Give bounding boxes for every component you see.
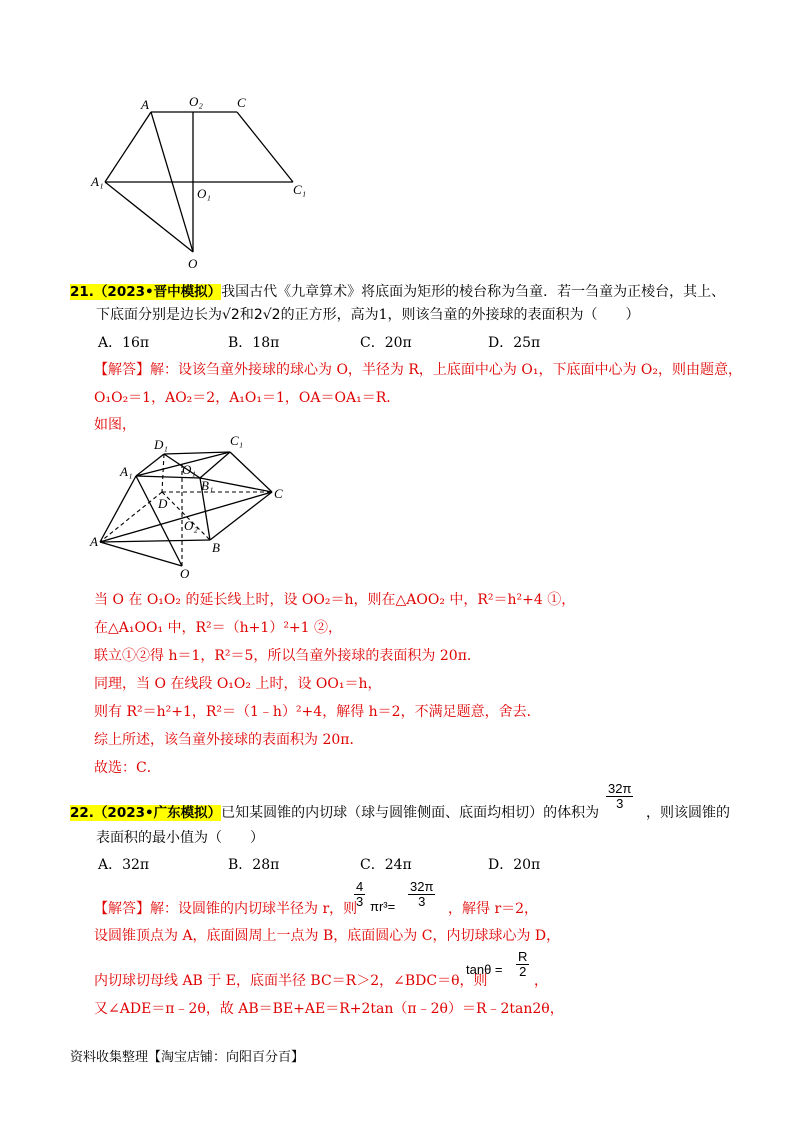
q22-option-b: B．28π — [228, 857, 280, 873]
fig2-label-D1: D₁ — [154, 437, 168, 452]
q22-volume-fraction: $\frac{32\pi}{3}$ — [608, 781, 632, 811]
q22-line1 — [70, 804, 599, 822]
q21-answer-1: 【解答】解：设该刍童外接球的球心为 O，半径为 R，上底面中心为 O₁，下底面中心为 O₂，则由题意， — [94, 362, 742, 378]
q21-answer-3: 如图， — [94, 417, 136, 433]
q21-solution-3: 联立①②得 h＝1，R²＝5，所以刍童外接球的表面积为 20π． — [94, 648, 481, 664]
fig2-label-O1: O₁ — [182, 462, 196, 477]
fig1-label-A1: A₁ — [91, 174, 104, 189]
q21-line2: 下底面分别是边长为√2和2√2的正方形，高为1，则该刍童的外接球的表面积为（ ） — [96, 307, 640, 323]
fig2-label-D: D — [158, 496, 168, 511]
q21-solution-1: 当 O 在 O₁O₂ 的延长线上时，设 OO₂＝h，则在△AOO₂ 中，R²＝h²+4 ①， — [94, 592, 576, 608]
q21-number-tag: 21.（2023•晋中模拟） — [70, 284, 222, 300]
q21-sqrt2: √2 — [222, 307, 240, 323]
fig2-label-A: A — [90, 534, 98, 549]
fig2-label-A1: A₁ — [120, 464, 133, 479]
q21-stem-1: 我国古代《九章算术》将底面为矩形的棱台称为刍童．若一刍童为正棱台，其上、 — [221, 284, 726, 300]
page-footer: 资料收集整理【淘宝店铺：向阳百分百】 — [70, 1050, 305, 1065]
q22-answer-frac2: $\frac{32\pi}{3}$ — [410, 879, 434, 909]
q22-stem-1: 已知某圆锥的内切球（球与圆锥侧面、底面均相切）的体积为 — [221, 805, 600, 821]
q21-option-c: C．20π — [360, 335, 412, 351]
fig2-label-C1: C₁ — [230, 433, 244, 448]
q22-stem-1b: ，则该圆锥的 — [646, 805, 730, 821]
q22-answer-1a: 【解答】解：设圆锥的内切球半径为 r，则 — [94, 901, 358, 917]
q21-2sqrt2: 2√2 — [253, 307, 281, 323]
q21-option-b: B．18π — [228, 335, 280, 351]
q21-line1 — [70, 283, 725, 301]
q22-answer-frac1: $\frac{4}{3}$ — [356, 879, 364, 909]
q22-answer-mid: πr³= — [370, 899, 396, 914]
fig1-label-O2: O₂ — [189, 94, 203, 109]
fig1-label-C: C — [237, 95, 246, 110]
q22-option-c: C．24π — [360, 857, 412, 873]
q22-answer-frac3: $\frac{R}{2}$ — [518, 949, 528, 979]
q22-answer-2: 设圆锥顶点为 A，底面圆周上一点为 B，底面圆心为 C，内切球球心为 D， — [94, 928, 561, 944]
q22-option-a: A．32π — [98, 857, 150, 873]
q22-answer-3b: ， — [534, 973, 548, 989]
q21-solution-2: 在△A₁OO₁ 中，R²＝（h+1）²+1 ②， — [94, 620, 343, 636]
q21-solution-5: 则有 R²＝h²+1，R²＝（1﹣h）²+4，解得 h＝2，不满足题意，舍去． — [94, 704, 541, 720]
q21-option-d: D．25π — [488, 335, 541, 351]
q22-answer-3a: 内切球切母线 AB 于 E，底面半径 BC＝R＞2，∠BDC＝θ，则 — [94, 973, 488, 989]
q21-solution-4: 同理，当 O 在线段 O₁O₂ 上时，设 OO₁＝h， — [94, 676, 382, 692]
q21-solution-6: 综上所述，该刍童外接球的表面积为 20π． — [94, 732, 364, 748]
q22-answer-1b: ，解得 r＝2， — [448, 901, 539, 917]
fig1-label-A: A — [141, 97, 149, 112]
q21-option-a: A．16π — [98, 335, 150, 351]
fig1-label-O: O — [188, 256, 198, 270]
q22-answer-4: 又∠ADE＝π﹣2θ，故 AB＝BE+AE＝R+2tan（π﹣2θ）＝R﹣2tan2θ， — [94, 1001, 564, 1017]
fig2-label-B: B — [212, 540, 220, 555]
fig1-label-O1: O₁ — [197, 186, 211, 201]
q21-solution-7: 故选：C． — [94, 760, 161, 776]
q22-stem-2: 表面积的最小值为（ ） — [96, 830, 264, 846]
q21-answer-2: O₁O₂＝1，AO₂＝2，A₁O₁＝1，OA＝OA₁＝R． — [94, 390, 401, 406]
q22-answer-tan: tanθ = — [466, 962, 503, 977]
fig2-label-B1: B₁ — [201, 478, 214, 493]
fig1-label-C1: C₁ — [293, 182, 307, 197]
figure-frustum-section — [85, 90, 315, 270]
q22-number-tag: 22.（2023•广东模拟） — [70, 805, 222, 821]
q22-option-d: D．20π — [488, 857, 541, 873]
fig2-label-O: O — [180, 566, 190, 581]
fig2-label-O2: O₂ — [184, 518, 198, 533]
fig2-label-C: C — [274, 486, 283, 501]
figure-frustum-3d — [88, 432, 308, 582]
